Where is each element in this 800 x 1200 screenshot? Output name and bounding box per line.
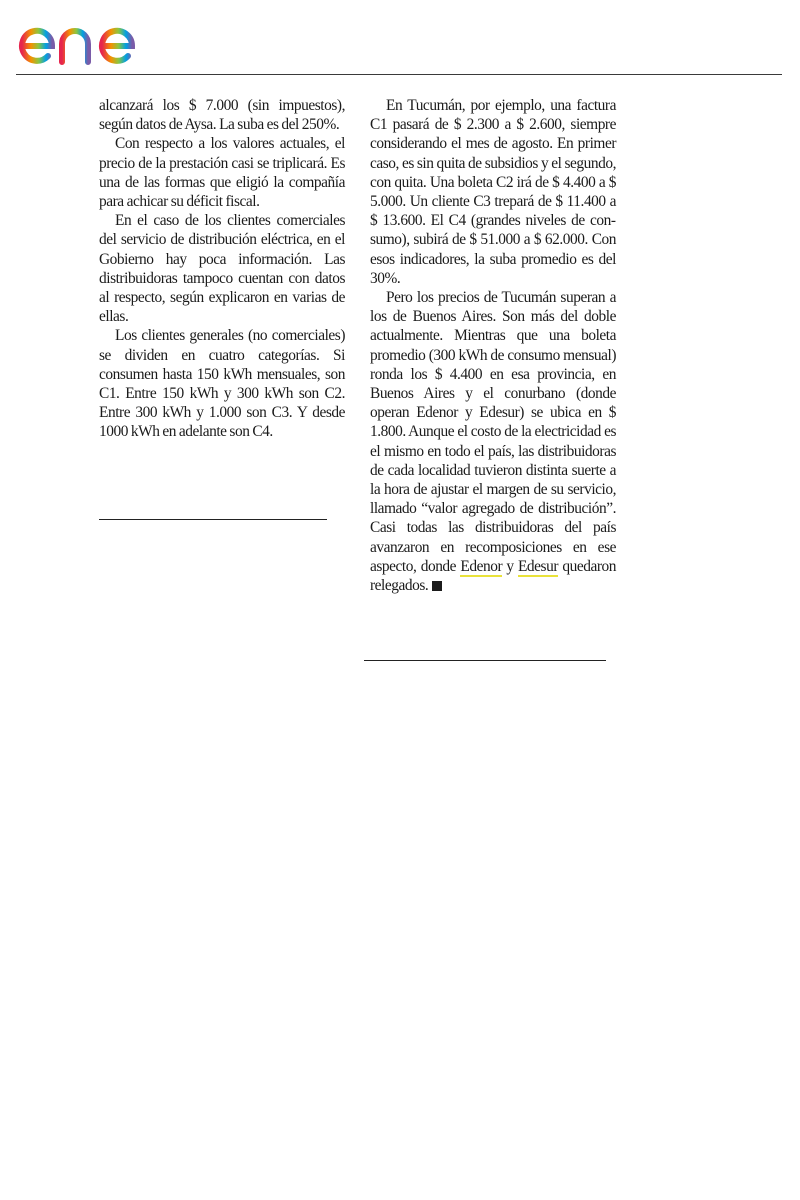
highlight-edesur: Edesur <box>517 557 559 575</box>
paragraph-text: y <box>502 557 518 575</box>
paragraph: Con respecto a los valores actuales, el precio de la prestación casi se triplicará. Es una de las formas que eligió la compañía para achicar su déficit fiscal. <box>99 135 345 211</box>
paragraph-text: Pero los precios de Tucumán superan a los de Buenos Aires. Son más del doble actualmente. Mientras que una boleta promedio (300 kWh de consumo mensual) ronda los $ 4.400 en esa provincia, en Buenos Aires y el conurbano (donde operan Edenor y Edesur) se ubica en $ 1.800. Aunque el costo de la electricidad es el mismo en todo el país, las distribuidoras de cada localidad tuvieron distinta suerte a la hora de ajustar el margen de su servicio, llamado “valor agregado de distribución”. Casi todas las distribuidoras del país avanzaron en recomposiciones en ese aspecto, donde <box>370 289 616 575</box>
end-of-article-square-icon <box>432 581 442 591</box>
header-divider <box>16 74 782 75</box>
article-column-right <box>370 96 616 595</box>
paragraph-text: quedaron relegados. <box>370 557 616 595</box>
article-column-left <box>99 96 345 442</box>
enel-logo <box>18 8 170 68</box>
paragraph: alcanzará los $ 7.000 (sin impuestos), según datos de Aysa. La suba es del 250%. <box>99 97 345 134</box>
column-end-rule-right <box>364 660 606 661</box>
paragraph: En Tucumán, por ejemplo, una factura C1 pasará de $ 2.300 a $ 2.600, siempre considerando el mes de agosto. En primer caso, es sin quita de subsidios y el segundo, con quita. Una boleta C2 irá de $ 4.400 a $ 5.000. Un cliente C3 trepará de $ 11.400 a $ 13.600. El C4 (grandes niveles de consumo), subirá de $ 51.000 a $ 62.000. Con esos indicadores, la suba promedio es del 30%. <box>370 97 616 287</box>
column-end-rule-left <box>99 519 327 520</box>
paragraph: En el caso de los clientes comerciales del servicio de distribución eléctrica, en el Gobierno hay poca información. Las distribuidoras tampoco cuentan con datos al respecto, según explicaron en varias de ellas. <box>99 212 345 326</box>
highlight-edenor: Edenor <box>460 557 503 575</box>
paragraph: Los clientes generales (no comerciales) se dividen en cuatro categorías. Si consumen hasta 150 kWh mensuales, son C1. Entre 150 kWh y 300 kWh son C2. Entre 300 kWh y 1.000 son C3. Y desde 1000 kWh en adelante son C4. <box>99 327 345 441</box>
paragraph-final <box>370 288 616 595</box>
